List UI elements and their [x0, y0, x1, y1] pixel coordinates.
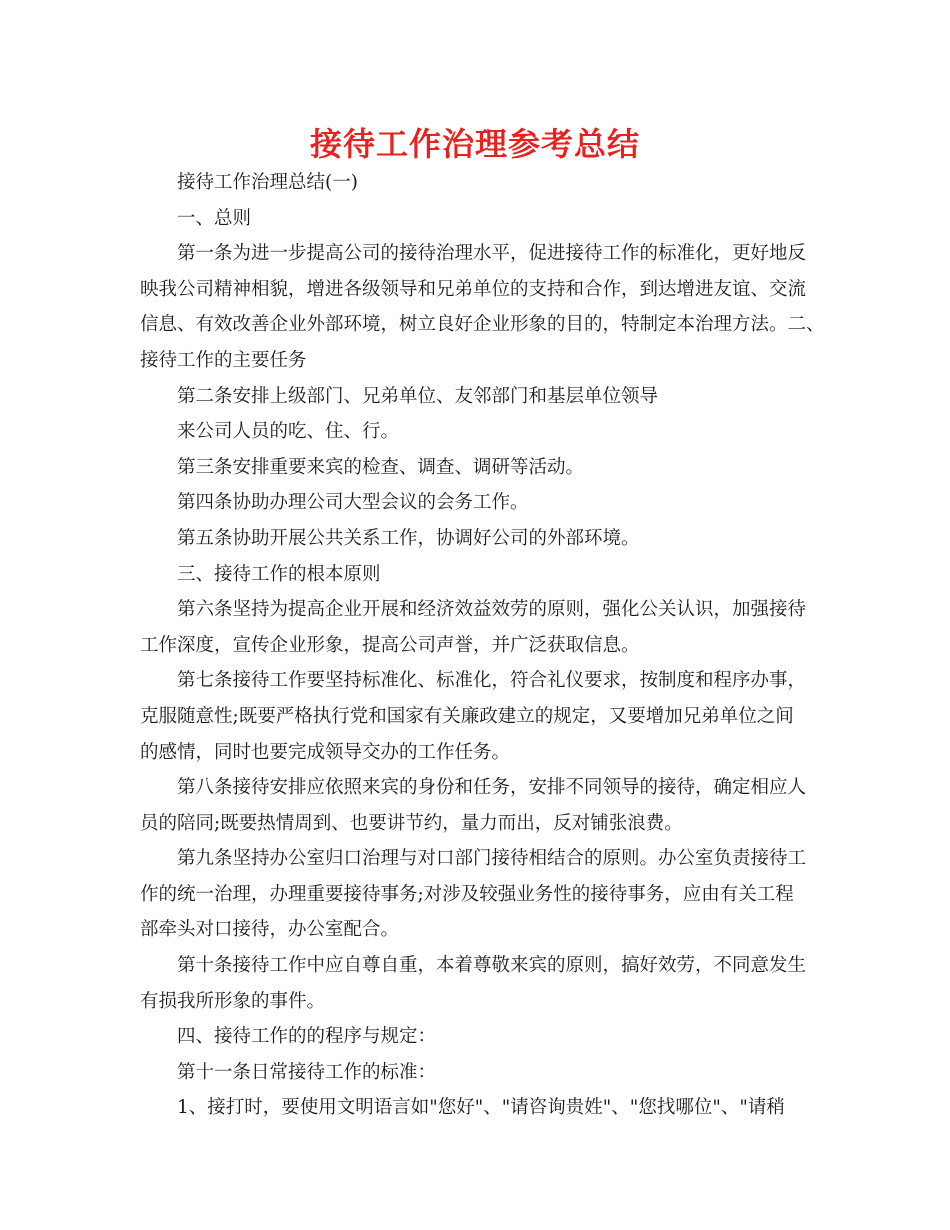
- text-line: 四、接待工作的的程序与规定：: [177, 1026, 437, 1048]
- text-line: 1、接打时，要使用文明语言如"您好"、"请咨询贵姓"、"您找哪位"、"请稍: [177, 1097, 785, 1119]
- text-line: 第八条接待安排应依照来宾的身份和任务，安排不同领导的接待，确定相应人: [177, 777, 807, 799]
- text-line: 来公司人员的吃、住、行。: [177, 421, 400, 443]
- text-line: 克服随意性;既要严格执行党和国家有关廉政建立的规定，又要增加兄弟单位之间: [140, 705, 794, 727]
- document-title: 接待工作治理参考总结: [309, 125, 640, 163]
- text-line: 员的陪同;既要热情周到、也要讲节约，量力而出，反对铺张浪费。: [140, 812, 683, 834]
- text-line: 第七条接待工作要坚持标准化、标准化，符合礼仪要求，按制度和程序办事，: [177, 670, 807, 692]
- text-line: 一、总则: [177, 207, 252, 229]
- text-line: 信息、有效改善企业外部环境，树立良好企业形象的目的，特制定本治理方法。二、: [140, 314, 825, 336]
- text-line: 的感情，同时也要完成领导交办的工作任务。: [140, 741, 511, 763]
- text-line: 第九条坚持办公室归口治理与对口部门接待相结合的原则。办公室负责接待工: [177, 848, 807, 870]
- text-line: 作的统一治理，办理重要接待事务;对涉及较强业务性的接待事务，应由有关工程: [140, 883, 794, 905]
- text-line: 第六条坚持为提高企业开展和经济效益效劳的原则，强化公关认识，加强接待: [177, 599, 807, 621]
- text-line: 第二条安排上级部门、兄弟单位、友邻部门和基层单位领导: [177, 385, 659, 407]
- text-line: 接待工作治理总结(一): [177, 172, 358, 193]
- text-line: 第四条协助办理公司大型会议的会务工作。: [177, 492, 529, 514]
- text-line: 工作深度，宣传企业形象，提高公司声誉，并广泛获取信息。: [140, 634, 640, 656]
- document-body: [140, 165, 825, 1126]
- text-line: 映我公司精神相貌，增进各级领导和兄弟单位的支持和合作，到达增进友谊、交流: [140, 278, 807, 300]
- text-line: 第十条接待工作中应自尊自重，本着尊敬来宾的原则，搞好效劳，不同意发生: [177, 955, 807, 977]
- text-line: 第十一条日常接待工作的标准：: [177, 1061, 437, 1083]
- text-line: 第一条为进一步提高公司的接待治理水平，促进接待工作的标准化，更好地反: [177, 243, 807, 265]
- text-line: 第五条协助开展公共关系工作，协调好公司的外部环境。: [177, 527, 640, 549]
- text-line: 接待工作的主要任务: [140, 349, 307, 371]
- text-line: 第三条安排重要来宾的检查、调查、调研等活动。: [177, 456, 585, 478]
- text-line: 有损我所形象的事件。: [140, 990, 326, 1012]
- text-line: 三、接待工作的根本原则: [177, 563, 381, 585]
- text-line: 部牵头对口接待，办公室配合。: [140, 919, 400, 941]
